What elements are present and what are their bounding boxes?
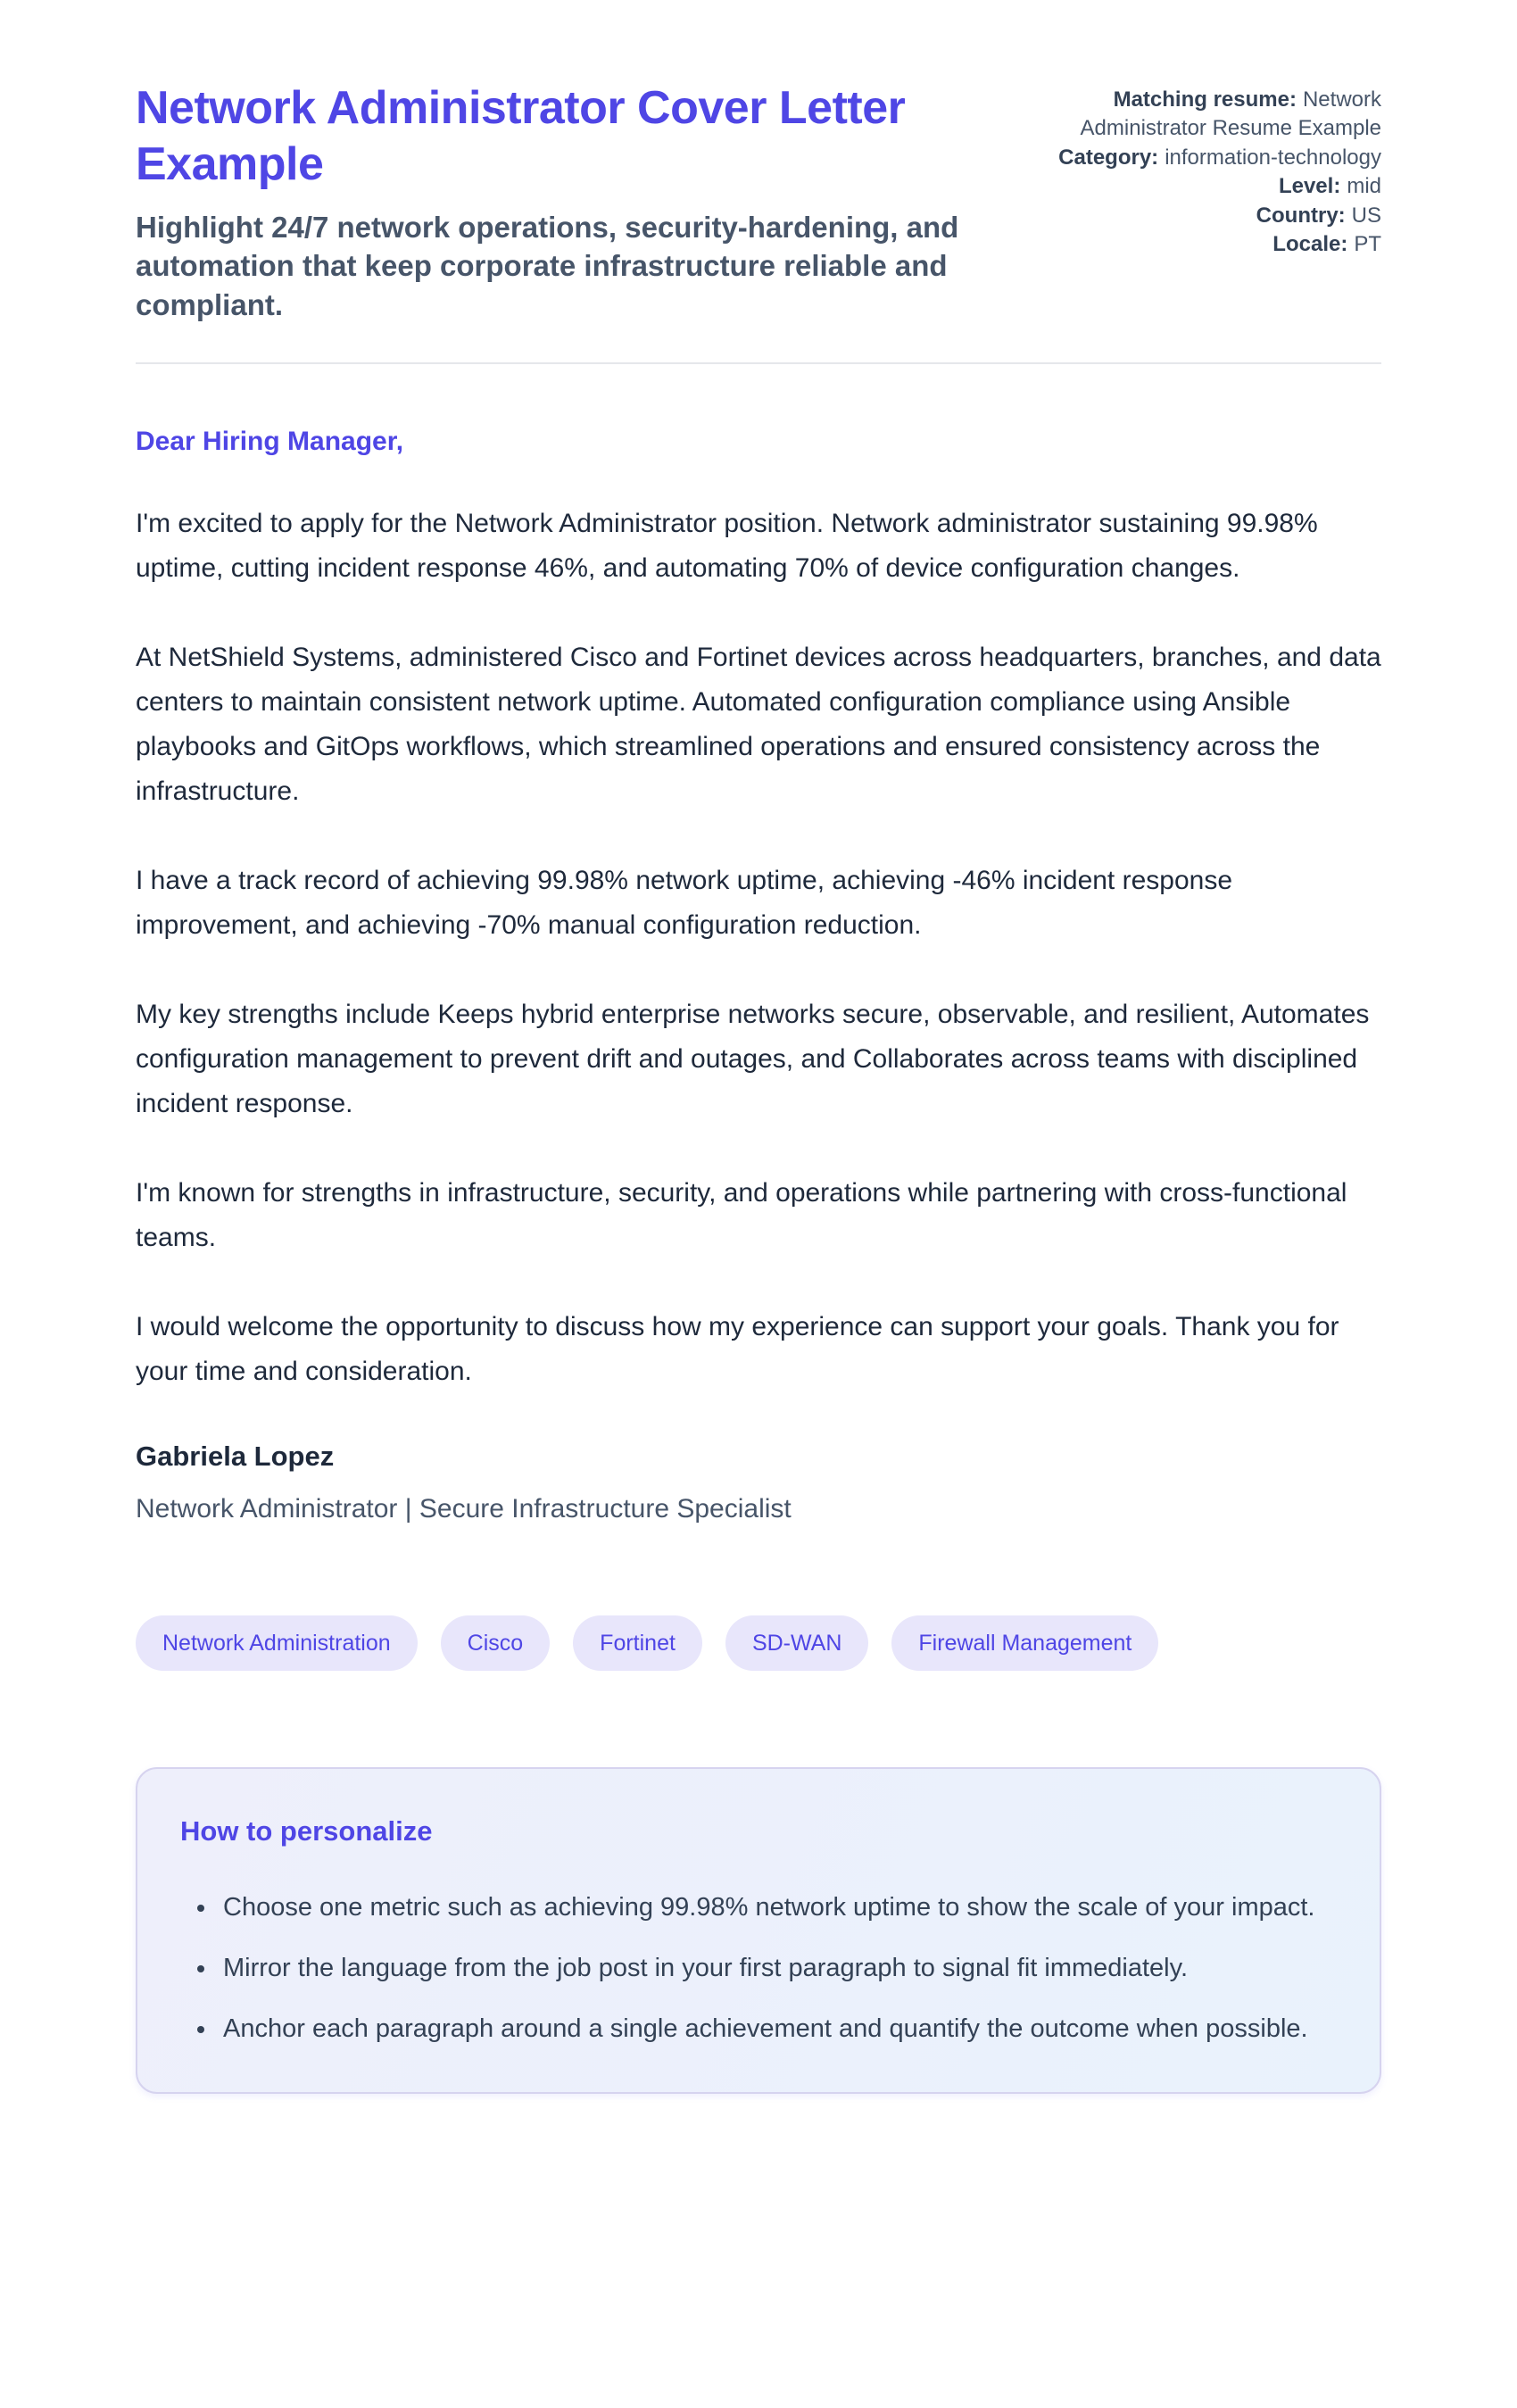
letter-paragraph-2: At NetShield Systems, administered Cisco and Fortinet devices across headquarters, branches, and data centers to maintain consistent network uptime. Automated configuration compliance using Ansible playbooks and GitOps workflows, which streamlined operations and ensured consistency across the infrastructure. [136,642,1381,806]
tips-list [180,1885,1337,2051]
meta-value-country: US [1351,203,1381,228]
tag-network-administration[interactable]: Network Administration [136,1615,418,1671]
meta-row-matching-resume [1010,86,1381,144]
tag-sd-wan[interactable]: SD-WAN [725,1615,868,1671]
meta-row-level [1010,172,1381,201]
tips-title: How to personalize [180,1814,433,1847]
meta-row-locale [1010,230,1381,259]
letter-greeting: Dear Hiring Manager, [136,426,404,456]
tip-item-2: • Mirror the language from the job post in your first paragraph to signal fit immediately. [218,1946,1337,1990]
letter-paragraph-3: I have a track record of achieving 99.98% network uptime, achieving -46% incident response improvement, and achieving -70% manual configuration reduction. [136,865,1233,940]
meta-label-category: Category: [1058,145,1159,170]
header-title-block [136,80,1010,325]
page-title: Network Administrator Cover Letter Example [136,82,906,191]
signature-role: Network Administrator | Secure Infrastructure Specialist [136,1493,792,1524]
meta-value-matching-resume: Network Administrator Resume Example [1080,87,1381,141]
tag-cisco[interactable]: Cisco [441,1615,551,1671]
letter-paragraph-4: My key strengths include Keeps hybrid enterprise networks secure, observable, and resilient, Automates configuration management to prevent drift and outages, and Collaborates across teams with disciplined incident response. [136,999,1370,1118]
tip-item-1: • Choose one metric such as achieving 99.98% network uptime to show the scale of your impact. [218,1885,1337,1930]
meta-label-locale: Locale: [1272,231,1348,256]
meta-value-level: mid [1347,174,1381,199]
meta-label-level: Level: [1278,174,1341,199]
tag-firewall-management[interactable]: Firewall Management [891,1615,1158,1671]
tag-list [136,1615,1381,1671]
header-divider [136,362,1381,364]
letter-paragraph-5: I'm known for strengths in infrastructure, security, and operations while partnering with cross-functional teams. [136,1177,1347,1252]
meta-value-locale: PT [1354,231,1381,256]
letter-paragraph-1: I'm excited to apply for the Network Administrator position. Network administrator sustaining 99.98% uptime, cutting incident response 46%, and automating 70% of device configuration changes. [136,508,1318,583]
tips-card [136,1767,1381,2094]
header [136,80,1381,325]
signature-name: Gabriela Lopez [136,1440,335,1472]
tag-fortinet[interactable]: Fortinet [573,1615,702,1671]
meta-row-category [1010,144,1381,172]
meta-row-country [1010,202,1381,230]
meta-label-matching-resume: Matching resume: [1113,87,1297,112]
meta-value-category: information-technology [1165,145,1381,170]
meta-block [1010,80,1381,259]
page-subtitle: Highlight 24/7 network operations, security-hardening, and automation that keep corporate infrastructure reliable and compliant. [136,210,959,321]
meta-label-country: Country: [1256,203,1346,228]
letter-paragraph-6: I would welcome the opportunity to discuss how my experience can support your goals. Thank you for your time and consideration. [136,1311,1339,1386]
tip-item-3: • Anchor each paragraph around a single achievement and quantify the outcome when possible. [218,2006,1337,2051]
letter-body [136,427,1381,2094]
